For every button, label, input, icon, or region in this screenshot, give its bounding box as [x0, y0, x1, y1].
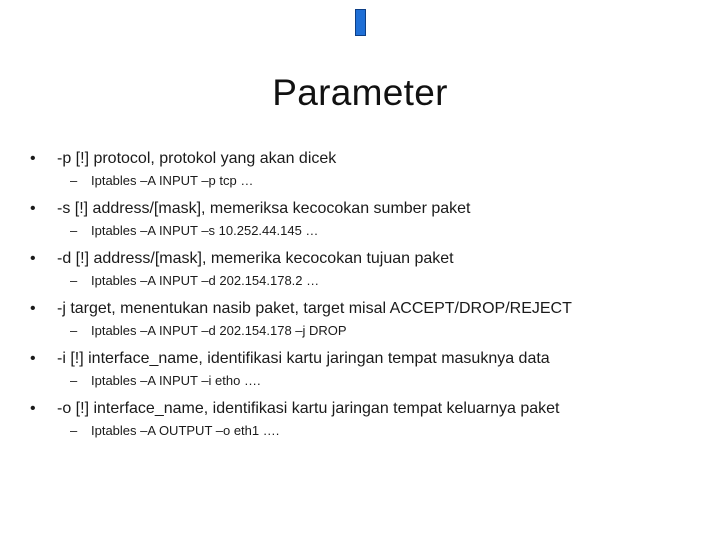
list-item: [30, 148, 710, 189]
parameter-example: Iptables –A OUTPUT –o eth1 ….: [91, 423, 280, 438]
dash-icon: –: [70, 373, 78, 388]
dash-icon: –: [70, 323, 78, 338]
parameter-description: -i [!] interface_name, identifikasi kartu jaringan tempat masuknya data: [57, 350, 550, 367]
dash-icon: –: [70, 223, 78, 238]
parameter-list: [30, 148, 710, 448]
list-item: [30, 298, 710, 339]
parameter-description: -o [!] interface_name, identifikasi kartu jaringan tempat keluarnya paket: [57, 400, 560, 417]
bullet-icon: •: [30, 300, 36, 317]
parameter-example: Iptables –A INPUT –i etho ….: [91, 373, 261, 388]
parameter-description: -d [!] address/[mask], memerika kecocokan tujuan paket: [57, 250, 454, 267]
parameter-example: Iptables –A INPUT –d 202.154.178.2 …: [91, 273, 320, 288]
parameter-example: Iptables –A INPUT –s 10.252.44.145 …: [91, 223, 319, 238]
dash-icon: –: [70, 273, 78, 288]
parameter-example: Iptables –A INPUT –p tcp …: [91, 173, 254, 188]
title-accent-bar: [355, 9, 366, 36]
bullet-icon: •: [30, 250, 36, 267]
parameter-description: -p [!] protocol, protokol yang akan dicek: [57, 150, 337, 167]
bullet-icon: •: [30, 350, 36, 367]
list-item: [30, 248, 710, 289]
dash-icon: –: [70, 173, 78, 188]
list-item: [30, 348, 710, 389]
parameter-description: -j target, menentukan nasib paket, target misal ACCEPT/DROP/REJECT: [57, 300, 572, 317]
bullet-icon: •: [30, 200, 36, 217]
bullet-icon: •: [30, 150, 36, 167]
list-item: [30, 198, 710, 239]
dash-icon: –: [70, 423, 78, 438]
bullet-icon: •: [30, 400, 36, 417]
slide-title: Parameter: [272, 71, 448, 113]
list-item: [30, 398, 710, 439]
parameter-description: -s [!] address/[mask], memeriksa kecocokan sumber paket: [57, 200, 471, 217]
parameter-example: Iptables –A INPUT –d 202.154.178 –j DROP: [91, 323, 347, 338]
